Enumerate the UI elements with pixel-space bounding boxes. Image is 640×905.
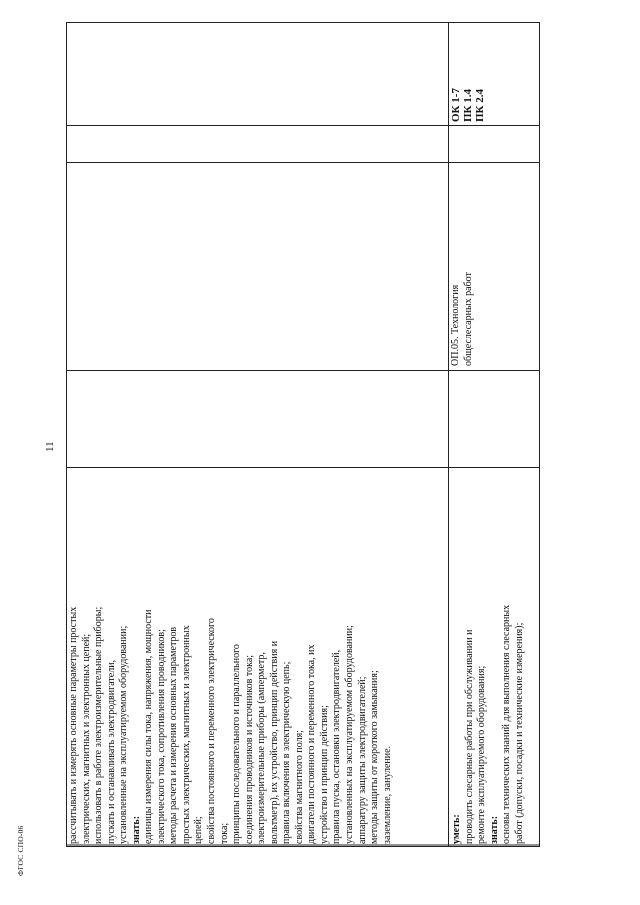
text-line: электроизмерительные приборы (амперметр, xyxy=(256,652,268,844)
text-line: уметь: xyxy=(451,814,462,844)
text-line: знать: xyxy=(130,815,142,844)
text-line: цепей; xyxy=(193,816,205,844)
text-line: основы технических знаний для выполнения слесарных xyxy=(501,604,513,844)
row-b-competencies xyxy=(451,605,526,844)
page-number: 11 xyxy=(44,441,56,452)
text-line: аппаратуру защиты электродвигателей; xyxy=(356,676,368,844)
text-line: свойства постоянного и переменного электрического xyxy=(206,618,218,844)
text-line: устройство и принцип действия; xyxy=(318,705,330,844)
text-line: правила пуска, остановки электродвигателей, xyxy=(331,649,343,844)
text-line: свойства магнитного поля; xyxy=(293,730,305,844)
text-line: ремонте эксплуатируемого оборудования; xyxy=(476,665,488,844)
subject-line-1: ОП.05. Технология xyxy=(450,284,461,366)
text-line: принципы последовательного и параллельного xyxy=(231,644,243,844)
text-line: единицы измерения силы тока, напряжения, мощности xyxy=(143,609,155,844)
text-line: пускать и останавливать электродвигатели, xyxy=(105,659,117,844)
text-line: электрических, магнитных и электронных цепей; xyxy=(80,633,92,844)
text-line: правила включения в электрическую цепь; xyxy=(281,661,293,844)
text-line: заземление, зануление. xyxy=(381,745,393,844)
footer-code: ФГОС СПО-06 xyxy=(16,825,25,876)
text-line: двигатели постоянного и переменного тока, их xyxy=(306,644,318,844)
text-line: работ (допуски, посадки и технические измерения); xyxy=(513,622,525,844)
text-line: простых электрических, магнитных и электронных xyxy=(180,625,192,844)
row-b-subject xyxy=(450,272,475,366)
text-line: знать: xyxy=(488,815,500,844)
text-line: установленных на эксплуатируемом оборудовании; xyxy=(344,625,356,844)
row-b-codes xyxy=(450,88,486,122)
text-line: проводить слесарные работы при обслуживании и xyxy=(463,629,475,844)
text-line: методы защиты от короткого замыкания; xyxy=(369,670,381,844)
code-line-2: ПК 1.4 xyxy=(462,88,474,122)
code-line-1: ОК 1-7 xyxy=(450,88,462,122)
text-line: электрического тока, сопротивления проводников; xyxy=(155,629,167,844)
text-line: тока; xyxy=(218,822,230,844)
code-line-3: ПК 2.4 xyxy=(474,88,486,122)
row-a-competencies xyxy=(68,607,394,844)
text-line: вольтметр), их устройство, принцип действия и xyxy=(268,640,280,844)
subject-line-2: общеслесарных работ xyxy=(462,272,474,366)
text-line: рассчитывать и измерять основные параметры простых xyxy=(68,606,79,844)
text-line: методы расчета и измерения основных параметров xyxy=(168,626,180,844)
text-line: использовать в работе электроизмерительные приборы; xyxy=(93,606,105,844)
text-line: установленные на эксплуатируемом оборудовании; xyxy=(118,625,130,844)
text-line: соединения проводников и источников тока; xyxy=(243,654,255,844)
curriculum-table xyxy=(66,22,540,847)
